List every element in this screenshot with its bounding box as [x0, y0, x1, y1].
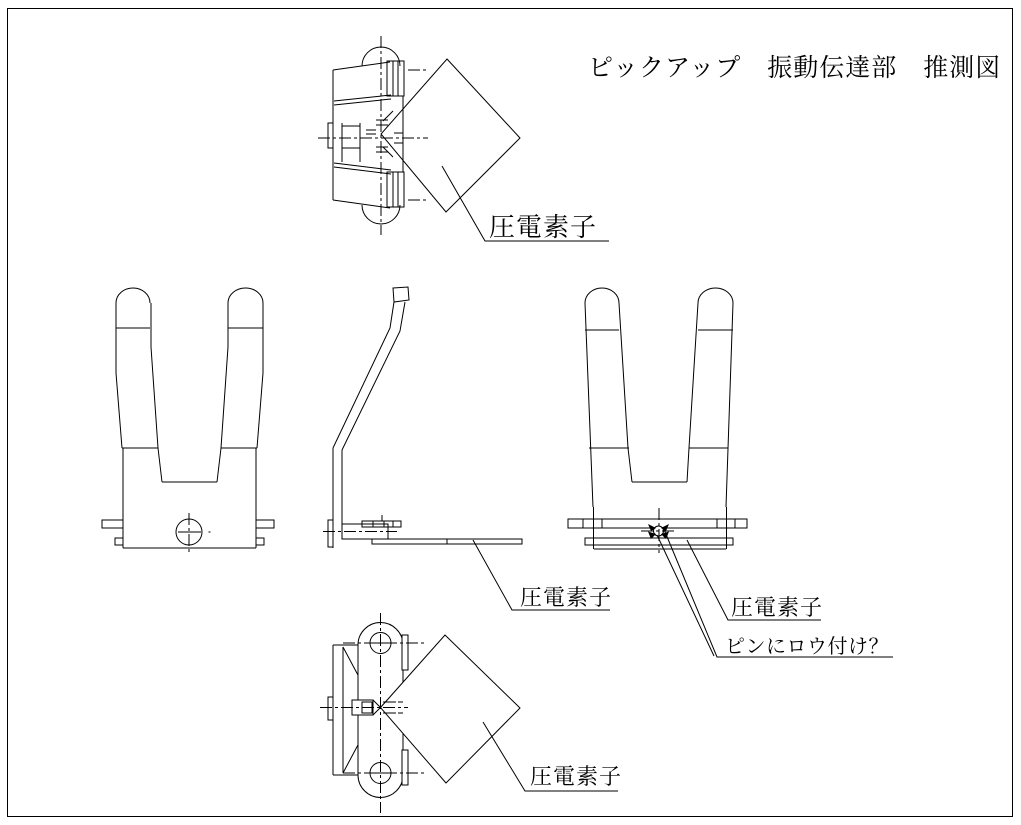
label-piezo-top: 圧電素子 [489, 213, 598, 243]
view-fork-side [323, 287, 612, 611]
view-top-side [318, 36, 609, 243]
label-piezo-side: 圧電素子 [520, 586, 613, 611]
label-braze-note: ピンにロウ付け？ [725, 634, 889, 658]
label-piezo-bottom: 圧電素子 [530, 765, 623, 790]
drawing-title: ピックアップ 振動伝達部 推測図 [588, 53, 1002, 82]
view-bottom-side [320, 613, 622, 813]
view-fork-front-piezo [568, 288, 893, 658]
label-piezo-front: 圧電素子 [731, 596, 824, 621]
piezo-diamond-top [381, 59, 520, 212]
view-fork-front [102, 288, 274, 552]
sheet-border [8, 9, 1013, 817]
